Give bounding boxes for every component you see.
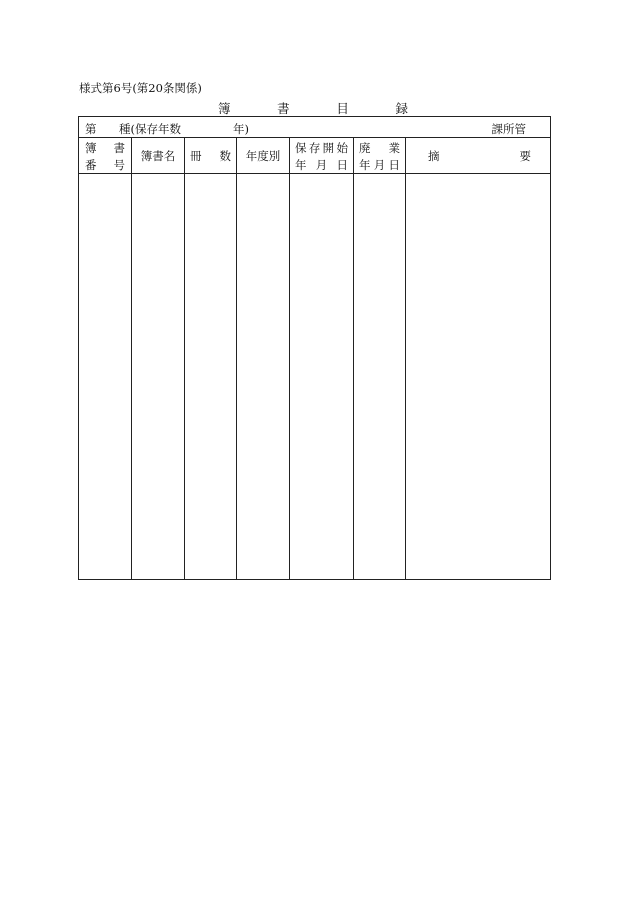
header-char: 冊 bbox=[190, 148, 202, 163]
header-tekiyo bbox=[428, 138, 531, 173]
info-department: 課所管 bbox=[491, 122, 526, 136]
header-char: 番 bbox=[85, 158, 97, 172]
form-number: 様式第6号(第20条関係) bbox=[79, 81, 202, 95]
column-divider bbox=[184, 138, 185, 579]
header-char: 簿 bbox=[85, 141, 97, 155]
header-char: 要 bbox=[519, 148, 531, 163]
header-char: 開 bbox=[322, 141, 335, 155]
document-title bbox=[218, 99, 408, 117]
column-divider bbox=[131, 138, 132, 579]
info-shu-retention: 種(保存年数 bbox=[119, 122, 181, 136]
header-char: 月 bbox=[315, 158, 328, 172]
info-row bbox=[79, 117, 550, 138]
header-char: 業 bbox=[388, 141, 400, 155]
title-char-1: 簿 bbox=[218, 101, 231, 116]
header-char: 日 bbox=[388, 158, 400, 172]
column-divider bbox=[405, 138, 406, 579]
title-char-4: 録 bbox=[395, 101, 408, 116]
header-char: 数 bbox=[219, 148, 231, 163]
header-char: 保 bbox=[295, 141, 307, 155]
header-char: 年 bbox=[359, 158, 371, 172]
register-table bbox=[78, 116, 551, 580]
header-text: 簿書名 bbox=[140, 148, 176, 163]
header-char: 摘 bbox=[428, 148, 440, 163]
header-char: 存 bbox=[308, 141, 321, 155]
header-char: 年 bbox=[295, 158, 307, 172]
column-divider bbox=[289, 138, 290, 579]
header-char: 月 bbox=[373, 158, 386, 172]
header-char: 号 bbox=[113, 158, 125, 172]
column-divider bbox=[353, 138, 354, 579]
info-nen-close: 年) bbox=[233, 122, 249, 136]
header-char: 日 bbox=[336, 158, 348, 172]
header-char: 始 bbox=[336, 141, 348, 155]
header-hozon-kaishi bbox=[295, 138, 348, 173]
header-sassu bbox=[190, 138, 231, 173]
header-char: 書 bbox=[113, 141, 125, 155]
column-divider bbox=[236, 138, 237, 579]
header-bosho-bango bbox=[85, 138, 125, 173]
header-text: 年度別 bbox=[245, 148, 281, 163]
header-nendobetsu bbox=[237, 138, 289, 173]
title-char-3: 目 bbox=[336, 101, 349, 116]
info-dai: 第 bbox=[85, 122, 97, 136]
title-char-2: 書 bbox=[277, 101, 290, 116]
header-boshomei bbox=[132, 138, 184, 173]
header-char: 廃 bbox=[359, 141, 371, 155]
header-haigyo bbox=[359, 138, 400, 173]
